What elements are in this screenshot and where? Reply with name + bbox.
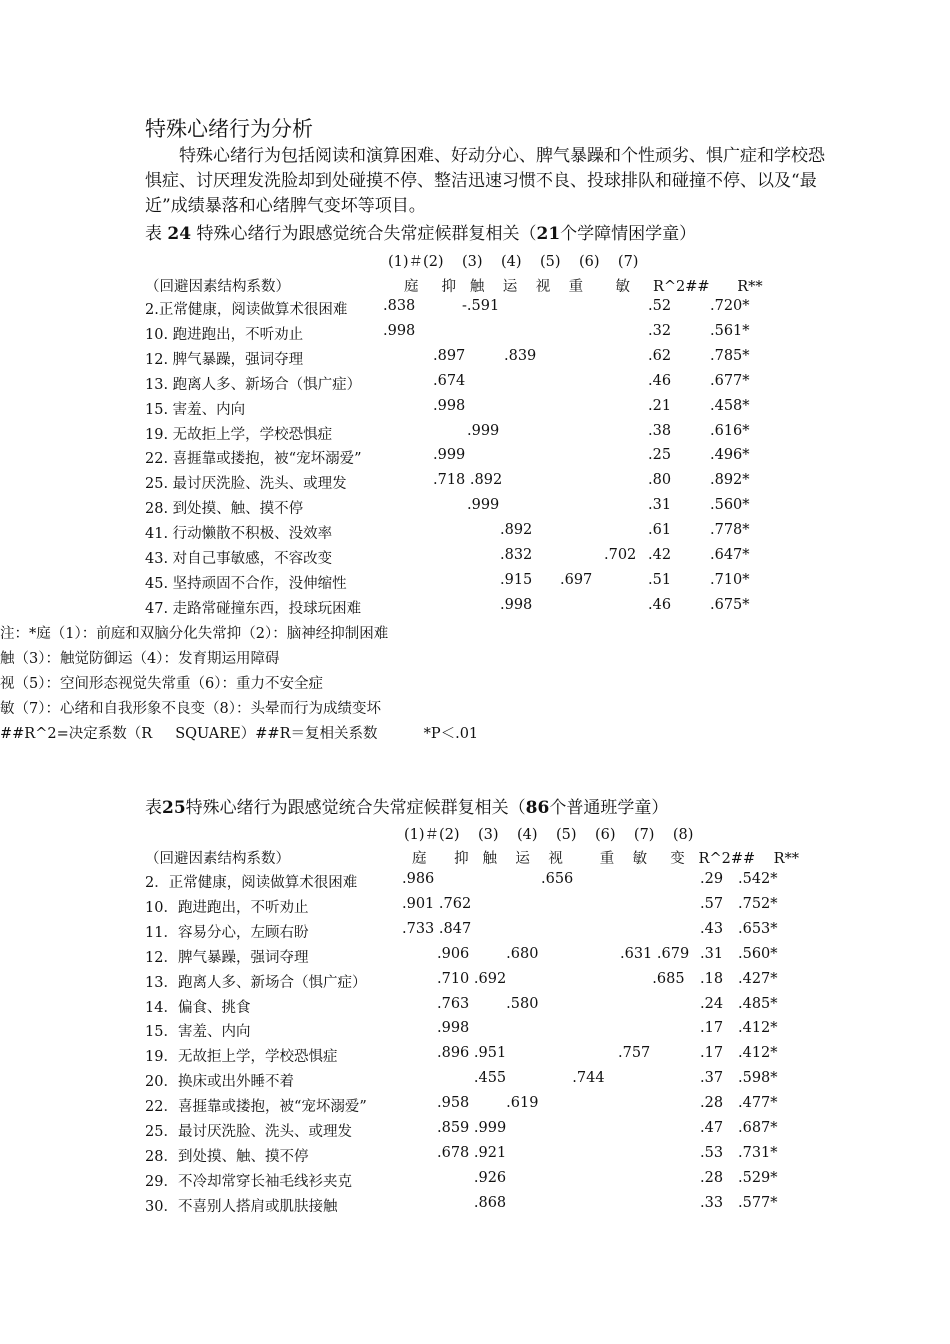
r2-cell: .18 (700, 970, 724, 987)
r-cell: .560* (710, 497, 750, 514)
value-cell: .859 .999 (437, 1120, 507, 1136)
r-cell: .561* (710, 322, 750, 339)
r2-cell: .51 (648, 571, 672, 588)
table24-row (0, 572, 950, 592)
section-title: 特殊心绪行为分析 (145, 117, 313, 141)
r-cell: .598* (738, 1070, 778, 1087)
r-cell: .752* (738, 895, 778, 912)
row-label: 22．喜捱靠或搂抱，被“宠坏溺爱” (145, 1099, 367, 1116)
row-label: 19. 无故拒上学，学校恐惧症 (145, 426, 333, 443)
table24-caption-number: 24 (167, 224, 192, 244)
value-cell: .958 .619 (437, 1095, 539, 1112)
note-right: 重（6）：重力不安全症 (175, 676, 323, 692)
r2-cell: .80 (648, 472, 672, 489)
r-cell: .677* (710, 372, 750, 389)
r-cell: .485* (738, 995, 778, 1012)
r-cell: .778* (710, 522, 750, 539)
value-cell: .998 (433, 397, 466, 414)
table24-row (0, 447, 950, 467)
r-cell: .647* (710, 547, 750, 563)
r2-cell: .47 (700, 1120, 724, 1136)
r-cell: .427* (738, 970, 778, 987)
value-cell: .744 (540, 1070, 605, 1087)
row-label: 43. 对自己事敏感，不容改变 (145, 551, 333, 567)
row-label: 15. 害羞、内向 (145, 401, 246, 418)
r-cell: .458* (710, 397, 750, 414)
r2-cell: .33 (700, 1194, 724, 1211)
table24-row (0, 373, 950, 393)
r2-cell: .28 (700, 1095, 724, 1112)
value-cell: .999 (433, 447, 466, 464)
table25-row (0, 996, 950, 1016)
r2-cell: .17 (700, 1020, 724, 1037)
table25-header-left: （回避因素结构系数） (145, 851, 290, 867)
value-cell: .674 (433, 372, 466, 389)
table25-row (0, 1095, 950, 1115)
value-cell: .839 (504, 347, 537, 364)
note-left: *庭（1）：前庭和双脑分化失常 (29, 626, 227, 642)
note-line (0, 722, 950, 742)
table25-column-names: 庭 抑 触 运 视 重 敏 变 R^2## R** (412, 851, 799, 867)
table25-row (0, 871, 950, 891)
table25-row (0, 1045, 950, 1065)
note-right: 抑（2）：脑神经抑制困难 (226, 626, 389, 642)
value-cell: .757 (618, 1045, 651, 1062)
r2-cell: .31 (700, 945, 724, 962)
note-left: 视（5）：空间形态视觉失常 (0, 676, 176, 692)
row-label: 12. 脾气暴躁，强词夺理 (145, 351, 304, 368)
r2-cell: .24 (700, 995, 724, 1012)
table25-caption-number: 25 (162, 798, 186, 818)
r2-cell: .57 (700, 895, 724, 912)
r2-cell: .46 (648, 596, 672, 613)
row-label: 15．害羞、内向 (145, 1024, 251, 1041)
table24-header-left: （回避因素结构系数） (145, 279, 290, 295)
table24-column-numbers: (1)＃(2) (3) (4) (5) (6) (7) (388, 254, 639, 270)
note-prefix: 注： (0, 626, 29, 642)
r-cell: .412* (738, 1020, 778, 1037)
note-left: 敏（7）：心绪和自我形象不良 (0, 701, 191, 717)
row-label: 13. 跑离人多、新场合（惧广症） (145, 376, 362, 393)
r2-cell: .31 (648, 497, 672, 514)
value-cell: .832 (500, 547, 533, 563)
table25-row (0, 896, 950, 916)
r-cell: .577* (738, 1194, 778, 1211)
r2-cell: .43 (700, 920, 724, 937)
table25-row (0, 1120, 950, 1140)
row-label: 45. 坚持顽固不合作，没伸缩性 (145, 575, 347, 592)
table24-caption (145, 219, 696, 244)
table25-caption (145, 793, 668, 818)
table25-caption-text: 特殊心绪行为跟感觉统合失常症候群复相关（ (185, 798, 526, 818)
table25-caption-suffix: 个普通班学童） (549, 798, 669, 818)
table25-row (0, 1170, 950, 1190)
value-cell: .926 (437, 1169, 507, 1186)
r-cell: .687* (738, 1120, 778, 1136)
value-cell: .986 (402, 871, 435, 887)
table24-row (0, 472, 950, 492)
table25-row (0, 921, 950, 941)
value-cell: .998 (383, 322, 416, 339)
value-cell: .455 (437, 1070, 507, 1087)
table24-row (0, 547, 950, 567)
r2-cell: .53 (700, 1144, 724, 1161)
value-cell: .702 (604, 547, 637, 563)
value-cell: .868 (437, 1194, 507, 1211)
table25-row (0, 1145, 950, 1165)
value-cell: .733 .847 (402, 920, 472, 937)
row-label: 22. 喜捱靠或搂抱，被“宠坏溺爱” (145, 451, 362, 468)
row-label: 2．正常健康，阅读做算术很困难 (145, 875, 358, 891)
value-cell: .897 (433, 347, 466, 364)
table24-row (0, 522, 950, 542)
value-cell: .901 .762 (402, 895, 472, 912)
note-right: 变（8）：头晕而行为成绩变坏 (190, 701, 381, 717)
r-cell: .412* (738, 1045, 778, 1062)
table25-row (0, 971, 950, 991)
row-label: 20．换床或出外睡不着 (145, 1074, 294, 1091)
value-cell: -.591 (462, 298, 500, 314)
row-label: 25．最讨厌洗脸、洗头、或理发 (145, 1124, 352, 1140)
row-label: 11．容易分心，左顾右盼 (145, 924, 309, 941)
row-label: 10．跑进跑出，不听劝止 (145, 899, 309, 916)
value-cell: .906 .680 (437, 945, 539, 962)
r2-cell: .46 (648, 372, 672, 389)
value-cell: .998 (437, 1020, 470, 1037)
row-label: 28. 到处摸、触、摸不停 (145, 501, 304, 518)
value-cell: .998 (500, 596, 533, 613)
note-right: 运（4）：发育期运用障碍 (117, 651, 280, 667)
r2-cell: .25 (648, 447, 672, 464)
table25-caption-prefix: 表 (145, 798, 162, 818)
row-label: 19．无故拒上学，学校恐惧症 (145, 1049, 338, 1066)
r-cell: .785* (710, 347, 750, 364)
table24-row (0, 298, 950, 318)
row-label: 47. 走路常碰撞东西，投球玩困难 (145, 600, 362, 617)
table24-row (0, 398, 950, 418)
r2-cell: .17 (700, 1045, 724, 1062)
intro-paragraph: 特殊心绪行为包括阅读和演算困难、好动分心、脾气暴躁和个性顽劣、惧广症和学校恐惧症、讨厌理发洗脸却到处碰摸不停、整洁迅速习惯不良、投球排队和碰撞不停、以及“最近”成绩暴落和心绪脾气变坏等项目。 (145, 146, 825, 216)
row-label: 14．偏食、挑食 (145, 999, 251, 1016)
value-cell: .631 .679 (620, 945, 690, 962)
table24-caption-prefix: 表 (145, 224, 162, 244)
table25-row (0, 946, 950, 966)
r-cell: .892* (710, 472, 750, 489)
table24-row (0, 597, 950, 617)
note-left: ##R^2=决定系数（R SQUARE） (0, 726, 256, 742)
table24-caption-suffix: 个学障情困学童） (560, 224, 697, 244)
r2-cell: .21 (648, 397, 672, 414)
value-cell: .678 .921 (437, 1144, 507, 1161)
r-cell: .653* (738, 920, 778, 937)
r-cell: .675* (710, 596, 750, 613)
r-cell: .477* (738, 1095, 778, 1112)
r-cell: .710* (710, 571, 750, 588)
r-cell: .720* (710, 298, 750, 314)
row-label: 25. 最讨厌洗脸、洗头、或理发 (145, 476, 347, 493)
table25-row (0, 1195, 950, 1215)
value-cell: .656 (541, 871, 574, 887)
r-cell: .529* (738, 1169, 778, 1186)
table24-row (0, 497, 950, 517)
r2-cell: .32 (648, 322, 672, 339)
value-cell: .718 .892 (433, 472, 503, 489)
row-label: 2.正常健康，阅读做算术很困难 (145, 302, 348, 318)
note-line (0, 647, 950, 667)
r2-cell: .62 (648, 347, 672, 364)
table24-row (0, 423, 950, 443)
r2-cell: .42 (648, 547, 672, 563)
value-cell: .999 (467, 422, 500, 439)
note-right: ##R＝复相关系数 *P＜.01 (255, 726, 479, 742)
value-cell: .896 .951 (437, 1045, 507, 1062)
r2-cell: .37 (700, 1070, 724, 1087)
r-cell: .560* (738, 945, 778, 962)
row-label: 13．跑离人多、新场合（惧广症） (145, 974, 367, 991)
r2-cell: .52 (648, 298, 672, 314)
row-label: 28．到处摸、触、摸不停 (145, 1148, 309, 1165)
r-cell: .731* (738, 1144, 778, 1161)
value-cell: .697 (560, 571, 593, 588)
table24-caption-count: 21 (536, 224, 561, 244)
row-label: 41. 行动懒散不积极、没效率 (145, 526, 333, 543)
value-cell: .892 (500, 522, 533, 539)
table25-row (0, 1070, 950, 1090)
r2-cell: .38 (648, 422, 672, 439)
note-line (0, 697, 950, 717)
value-cell: .685 (620, 970, 685, 987)
table24-row (0, 348, 950, 368)
note-left: 触（3）：触觉防御 (0, 651, 118, 667)
table24-column-names: 庭 抑 触 运 视 重 敏 R^2## R** (404, 279, 763, 295)
row-label: 29．不冷却常穿长袖毛线衫夹克 (145, 1173, 352, 1190)
value-cell: .710 .692 (437, 970, 507, 987)
value-cell: .915 (500, 571, 533, 588)
row-label: 12．脾气暴躁，强词夺理 (145, 949, 309, 966)
table25-column-numbers: (1)＃(2) (3) (4) (5) (6) (7) (8) (404, 827, 694, 843)
row-label: 30．不喜别人搭肩或肌肤接触 (145, 1198, 338, 1215)
table25-caption-count: 86 (525, 798, 550, 818)
value-cell: .999 (467, 497, 500, 514)
r2-cell: .61 (648, 522, 672, 539)
value-cell: .838 (383, 298, 416, 314)
row-label: 10. 跑进跑出，不听劝止 (145, 326, 304, 343)
note-line (0, 622, 950, 642)
value-cell: .763 .580 (437, 995, 539, 1012)
r-cell: .616* (710, 422, 750, 439)
table24-row (0, 323, 950, 343)
r-cell: .496* (710, 447, 750, 464)
table24-caption-text: 特殊心绪行为跟感觉统合失常症候群复相关（ (196, 224, 537, 244)
r2-cell: .28 (700, 1169, 724, 1186)
note-line (0, 672, 950, 692)
r2-cell: .29 (700, 871, 724, 887)
table25-row (0, 1020, 950, 1040)
r-cell: .542* (738, 871, 778, 887)
